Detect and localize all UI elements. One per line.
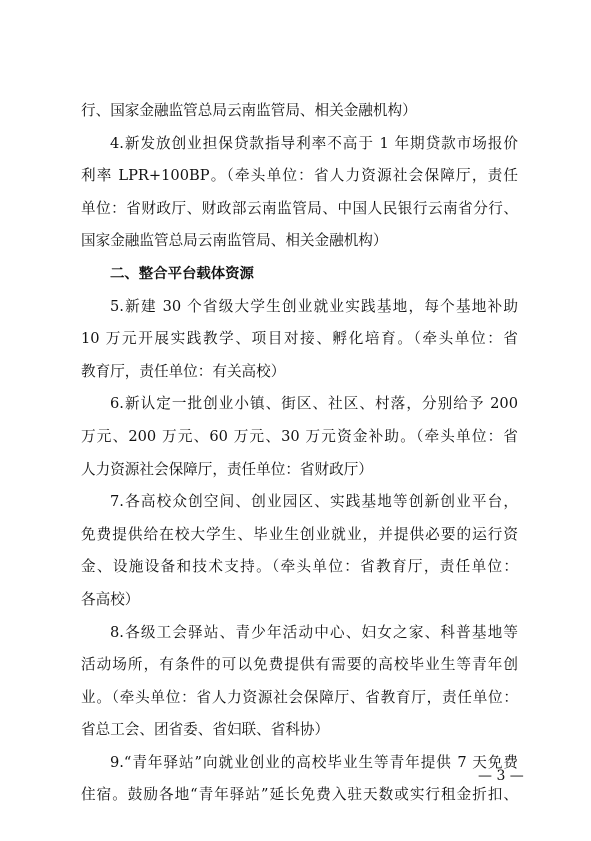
text-line: 单位：省财政厅、财政部云南监管局、中国人民银行云南省分行、 xyxy=(81,199,518,217)
text-line: 8.各级工会驿站、青少年活动中心、妇女之家、科普基地等 xyxy=(110,623,518,641)
text-line: 6.新认定一批创业小镇、街区、社区、村落，分别给予 200 xyxy=(110,395,518,413)
document-body xyxy=(81,95,518,812)
text-line: 10 万元开展实践教学、项目对接、孵化培育。（牵头单位：省 xyxy=(81,330,518,348)
text-line: 万元、200 万元、60 万元、30 万元资金补助。（牵头单位：省 xyxy=(81,427,518,445)
text-line: 4.新发放创业担保贷款指导利率不高于 1 年期贷款市场报价 xyxy=(110,134,518,152)
text-line: 金、设施设备和技术支持。（牵头单位：省教育厅，责任单位： xyxy=(81,558,518,576)
text-line: 免费提供给在校大学生、毕业生创业就业，并提供必要的运行资 xyxy=(81,525,518,543)
text-line: 9.“青年驿站”向就业创业的高校毕业生等青年提供 7 天免费 xyxy=(110,753,518,771)
text-line: 国家金融监管总局云南监管局、相关金融机构） xyxy=(81,232,388,250)
text-line: 业。（牵头单位：省人力资源社会保障厅、省教育厅，责任单位： xyxy=(81,688,518,706)
text-line: 住宿。鼓励各地“青年驿站”延长免费入驻天数或实行租金折扣、 xyxy=(81,786,518,804)
page-number: — 3 — xyxy=(478,768,524,784)
text-line: 活动场所，有条件的可以免费提供有需要的高校毕业生等青年创 xyxy=(81,656,518,674)
section-heading: 二、整合平台载体资源 xyxy=(110,265,254,282)
text-line: 省总工会、团省委、省妇联、省科协） xyxy=(81,721,330,739)
text-line: 各高校） xyxy=(81,590,140,608)
text-line: 教育厅，责任单位：有关高校） xyxy=(81,362,286,380)
text-line: 人力资源社会保障厅，责任单位：省财政厅） xyxy=(81,460,373,478)
text-line: 利率 LPR+100BP。（牵头单位：省人力资源社会保障厅，责任 xyxy=(81,167,518,185)
text-line: 5.新建 30 个省级大学生创业就业实践基地，每个基地补助 xyxy=(110,297,518,315)
text-line: 行、国家金融监管总局云南监管局、相关金融机构） xyxy=(81,102,417,119)
text-line: 7.各高校众创空间、创业园区、实践基地等创新创业平台， xyxy=(110,493,518,511)
